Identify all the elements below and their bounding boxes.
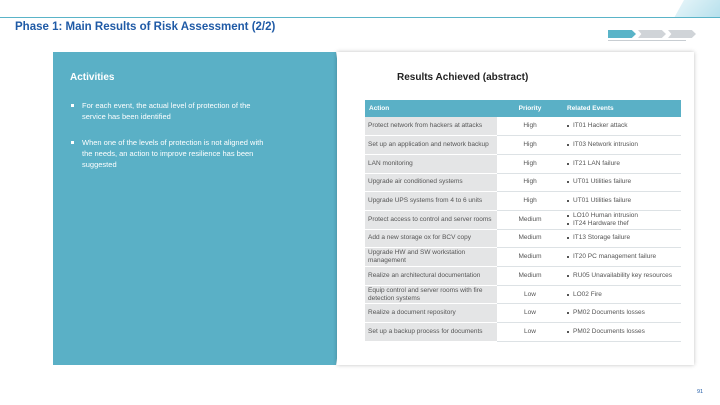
events-cell [563,136,681,155]
related-event: PM02 Documents losses [566,328,678,336]
events-cell [563,304,681,323]
progress-underline [608,40,686,41]
events-cell [563,323,681,342]
action-cell: Protect access to control and server rooms [365,210,497,229]
events-cell [563,173,681,192]
column-header-events: Related Events [563,100,681,117]
activities-list [70,100,270,185]
action-cell: Set up an application and network backup [365,136,497,155]
action-cell: Set up a backup process for documents [365,323,497,342]
priority-cell: High [497,173,563,192]
table-row [365,304,681,323]
action-cell: Add a new storage ox for BCV copy [365,229,497,248]
events-cell [563,285,681,304]
related-event: IT20 PC management failure [566,253,678,261]
priority-cell: Medium [497,248,563,267]
related-event: LO02 Fire [566,291,678,299]
table-row [365,117,681,136]
related-event: RU05 Unavailability key resources [566,272,678,280]
action-cell: LAN monitoring [365,154,497,173]
related-event: IT24 Hardware thef [566,220,678,228]
corner-decoration [674,0,720,18]
priority-cell: Medium [497,267,563,286]
priority-cell: High [497,117,563,136]
related-event: LO10 Human intrusion [566,212,678,220]
table-header-row [365,100,681,117]
progress-step-2 [638,30,666,38]
progress-steps [608,30,696,38]
related-event: IT01 Hacker attack [566,122,678,130]
related-event: IT03 Network intrusion [566,141,678,149]
activities-bullet: For each event, the actual level of protection of the service has been identified [70,100,270,122]
table-row [365,229,681,248]
table-row [365,285,681,304]
table-row [365,323,681,342]
related-event: UT01 Utilities failure [566,197,678,205]
activities-panel [53,52,335,365]
page-title: Phase 1: Main Results of Risk Assessment (2/2) [15,21,276,33]
progress-step-1 [608,30,636,38]
action-cell: Upgrade air conditioned systems [365,173,497,192]
priority-cell: Low [497,304,563,323]
action-cell: Upgrade UPS systems from 4 to 6 units [365,192,497,211]
related-event: IT21 LAN failure [566,160,678,168]
events-cell [563,210,681,229]
related-event: UT01 Utilities failure [566,178,678,186]
events-cell [563,229,681,248]
priority-cell: Low [497,285,563,304]
column-header-action: Action [365,100,497,117]
activities-bullet: When one of the levels of protection is not aligned with the needs, an action to improve resilience has been suggested [70,137,270,170]
column-header-priority: Priority [497,100,563,117]
priority-cell: Medium [497,229,563,248]
events-cell [563,154,681,173]
activities-heading: Activities [70,72,115,83]
priority-cell: High [497,136,563,155]
priority-cell: Low [497,323,563,342]
priority-cell: Medium [497,210,563,229]
progress-step-3 [668,30,696,38]
events-cell [563,117,681,136]
table-row [365,267,681,286]
action-cell: Protect network from hackers at attacks [365,117,497,136]
results-heading: Results Achieved (abstract) [397,72,529,83]
related-event: IT13 Storage failure [566,234,678,242]
table-row [365,210,681,229]
events-cell [563,267,681,286]
action-cell: Realize a document repository [365,304,497,323]
page-number: 91 [697,389,704,395]
priority-cell: High [497,154,563,173]
action-cell: Equip control and server rooms with fire detection systems [365,285,497,304]
table-row [365,192,681,211]
table-row [365,248,681,267]
table-row [365,136,681,155]
priority-cell: High [497,192,563,211]
related-event: PM02 Documents losses [566,309,678,317]
results-table [365,100,681,342]
table-row [365,154,681,173]
header-rule [0,17,720,18]
table-row [365,173,681,192]
events-cell [563,192,681,211]
action-cell: Upgrade HW and SW workstation management [365,248,497,267]
action-cell: Realize an architectural documentation [365,267,497,286]
events-cell [563,248,681,267]
